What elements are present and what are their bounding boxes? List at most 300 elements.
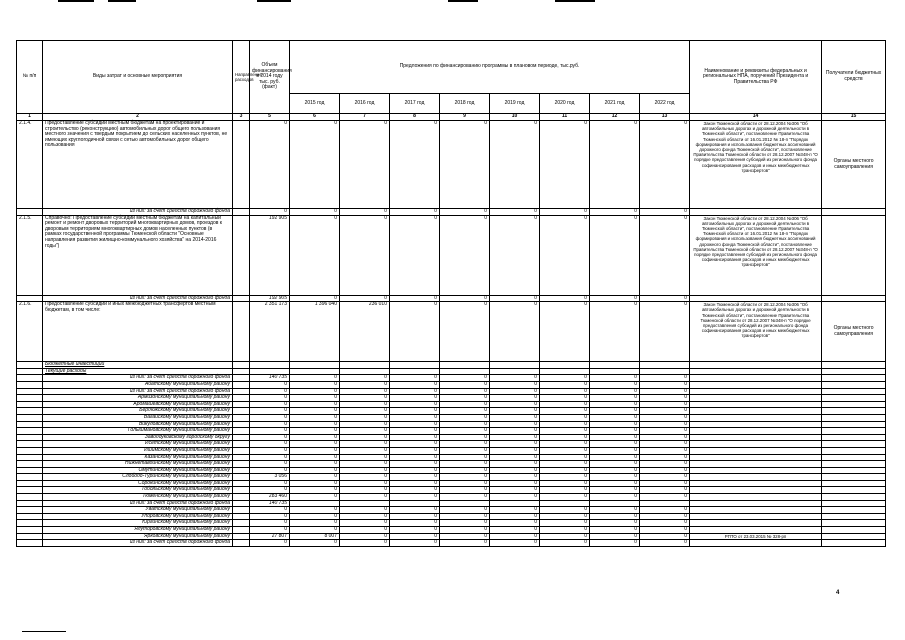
value-cell: 0	[540, 209, 590, 216]
value-cell: 0	[590, 441, 640, 448]
row-number	[17, 520, 43, 527]
value-cell: 0	[640, 401, 690, 408]
row-description: Исетскому муниципальному району	[43, 441, 233, 448]
value-cell: 0	[390, 215, 440, 295]
row-description: Абатскому муниципальному району	[43, 381, 233, 388]
row-direction	[233, 507, 250, 514]
row-direction	[233, 215, 250, 295]
column-number: 10	[490, 114, 540, 121]
row-number	[17, 395, 43, 402]
row-number	[17, 540, 43, 547]
value-cell: 0	[390, 381, 440, 388]
row-recipient	[822, 421, 886, 428]
value-cell: 0	[490, 388, 540, 395]
value-cell: 0	[440, 513, 490, 520]
column-number: 14	[690, 114, 822, 121]
value-cell: 0	[250, 487, 290, 494]
value-cell: 0	[290, 540, 340, 547]
value-cell: 0	[340, 215, 390, 295]
value-cell: 0	[640, 480, 690, 487]
value-cell: 0	[640, 533, 690, 540]
row-legal-acts: Закон Тюменской области от 28.12.2004 №306 "Об автомобильных дорогах и дорожной деятельности в Тюменской области", постановление Правительства Тюменской области от 16.01.2012 № 18-п "Порядок формирования и использования бюджетных ассигнований дорожного фонда Тюменской области", постановление Правительства Тюменской области от 28.12.2007 №348-п "О порядке предоставления субсидий из регионального фонда софинансирования расходов и иных межбюджетных трансфертов"	[690, 121, 822, 209]
value-cell	[590, 500, 640, 507]
value-cell: 0	[340, 441, 390, 448]
value-cell: 0	[290, 447, 340, 454]
row-direction	[233, 474, 250, 481]
row-description: из них: за счет средств дорожного фонда	[43, 209, 233, 216]
row-direction	[233, 209, 250, 216]
row-recipient	[822, 434, 886, 441]
row-legal-acts	[690, 441, 822, 448]
value-cell: 0	[390, 474, 440, 481]
value-cell: 0	[340, 434, 390, 441]
row-description: Тюменскому муниципальному району	[43, 494, 233, 501]
value-cell: 0	[490, 480, 540, 487]
row-number	[17, 527, 43, 534]
value-cell: 0	[440, 302, 490, 362]
value-cell: 0	[440, 395, 490, 402]
row-legal-acts	[690, 507, 822, 514]
value-cell: 0	[440, 507, 490, 514]
row-description: Омутинскому муниципальному району	[43, 467, 233, 474]
row-description: Упоровскому муниципальному району	[43, 513, 233, 520]
value-cell: 0	[250, 388, 290, 395]
value-cell	[490, 368, 540, 375]
header-acts: Наименование и реквизиты федеральных и региональных НПА, поручений Президента и Правительства РФ	[690, 41, 822, 114]
value-cell: 0	[290, 408, 340, 415]
row-description: Ярковскому муниципальному району	[43, 533, 233, 540]
row-description: Сорокинскому муниципальному району	[43, 480, 233, 487]
table-row	[17, 362, 886, 369]
row-recipient	[822, 368, 886, 375]
column-number: 11	[540, 114, 590, 121]
value-cell	[590, 362, 640, 369]
row-recipient	[822, 527, 886, 534]
value-cell: 0	[340, 494, 390, 501]
value-cell: 0	[640, 121, 690, 209]
value-cell: 0	[390, 480, 440, 487]
value-cell: 0	[590, 408, 640, 415]
value-cell: 0	[590, 209, 640, 216]
value-cell: 0	[340, 487, 390, 494]
value-cell: 0	[640, 414, 690, 421]
row-number	[17, 533, 43, 540]
row-recipient: Органы местного самоуправления	[822, 302, 886, 362]
value-cell: 0	[390, 520, 440, 527]
value-cell: 0	[540, 395, 590, 402]
value-cell	[390, 362, 440, 369]
value-cell: 0	[340, 375, 390, 382]
row-recipient	[822, 480, 886, 487]
row-legal-acts: Закон Тюменской области от 28.12.2004 №306 "Об автомобильных дорогах и дорожной деятельности в Тюменской области", постановление Правительства Тюменской области от 28.12.2007 №348-п "О порядке предоставления субсидий из регионального фонда софинансирования расходов и иных межбюджетных трансфертов"	[690, 302, 822, 362]
value-cell	[290, 362, 340, 369]
row-number	[17, 381, 43, 388]
row-legal-acts	[690, 381, 822, 388]
row-legal-acts	[690, 520, 822, 527]
value-cell: 0	[640, 215, 690, 295]
value-cell: 0	[390, 428, 440, 435]
row-description: Слободо-Туринскому муниципальному району	[43, 474, 233, 481]
value-cell: 0	[290, 454, 340, 461]
value-cell: 0	[340, 421, 390, 428]
row-number	[17, 362, 43, 369]
value-cell: 0	[640, 302, 690, 362]
row-legal-acts	[690, 414, 822, 421]
value-cell: 0	[250, 401, 290, 408]
value-cell: 283 460	[250, 494, 290, 501]
value-cell: 0	[390, 121, 440, 209]
row-description: Бердюжскому муниципальному району	[43, 408, 233, 415]
value-cell: 0	[590, 434, 640, 441]
value-cell: 0	[250, 454, 290, 461]
value-cell: 0	[290, 421, 340, 428]
row-number	[17, 461, 43, 468]
value-cell: 0	[540, 461, 590, 468]
column-number: 3	[233, 114, 250, 121]
row-description: Бюджетные инвестиции	[43, 362, 233, 369]
value-cell: 0	[590, 121, 640, 209]
row-direction	[233, 434, 250, 441]
value-cell: 0	[250, 381, 290, 388]
value-cell: 0	[540, 507, 590, 514]
value-cell: 0	[490, 533, 540, 540]
row-recipient	[822, 513, 886, 520]
value-cell: 0	[390, 375, 440, 382]
value-cell: 0	[540, 540, 590, 547]
value-cell: 0	[540, 414, 590, 421]
row-legal-acts	[690, 513, 822, 520]
value-cell: 0	[440, 461, 490, 468]
value-cell	[440, 500, 490, 507]
value-cell: 0	[540, 454, 590, 461]
row-recipient	[822, 441, 886, 448]
value-cell: 0	[490, 121, 540, 209]
value-cell: 0	[290, 428, 340, 435]
value-cell: 0	[440, 480, 490, 487]
value-cell: 0	[340, 428, 390, 435]
value-cell: 0	[250, 209, 290, 216]
value-cell: 0	[250, 513, 290, 520]
value-cell: 0	[290, 381, 340, 388]
row-direction	[233, 401, 250, 408]
value-cell: 0	[640, 381, 690, 388]
header-year: 2021 год	[590, 94, 640, 114]
value-cell: 0	[590, 480, 640, 487]
value-cell: 0	[340, 527, 390, 534]
row-recipient	[822, 533, 886, 540]
row-description: Заводоуковскому городскому округу	[43, 434, 233, 441]
value-cell: 0	[440, 454, 490, 461]
value-cell: 0	[590, 533, 640, 540]
row-description: Нижнетавдинскому муниципальному району	[43, 461, 233, 468]
row-legal-acts	[690, 527, 822, 534]
value-cell: 0	[250, 441, 290, 448]
header-recipients: Получатели бюджетных средств	[822, 41, 886, 114]
page-number: 4	[836, 590, 840, 596]
row-description: из них: за счет средств дорожного фонда	[43, 375, 233, 382]
table-row	[17, 540, 886, 547]
row-number	[17, 487, 43, 494]
row-description: из них: за счет средств дорожного фонда	[43, 388, 233, 395]
row-legal-acts	[690, 461, 822, 468]
row-number	[17, 428, 43, 435]
row-direction	[233, 368, 250, 375]
value-cell: 0	[540, 421, 590, 428]
row-number	[17, 368, 43, 375]
row-recipient	[822, 414, 886, 421]
value-cell: 0	[390, 487, 440, 494]
value-cell: 0	[340, 540, 390, 547]
row-recipient	[822, 408, 886, 415]
value-cell: 0	[340, 408, 390, 415]
value-cell: 0	[390, 401, 440, 408]
row-legal-acts	[690, 474, 822, 481]
row-number	[17, 474, 43, 481]
value-cell: 0	[590, 401, 640, 408]
row-direction	[233, 513, 250, 520]
row-legal-acts	[690, 395, 822, 402]
row-recipient	[822, 520, 886, 527]
value-cell: 0	[590, 295, 640, 302]
value-cell: 0	[640, 513, 690, 520]
row-number	[17, 513, 43, 520]
row-direction	[233, 414, 250, 421]
value-cell: 0	[440, 401, 490, 408]
value-cell	[540, 368, 590, 375]
value-cell: 0	[590, 375, 640, 382]
row-legal-acts	[690, 375, 822, 382]
column-number: 6	[290, 114, 340, 121]
value-cell: 0	[540, 215, 590, 295]
value-cell: 0	[440, 209, 490, 216]
value-cell: 8 007	[290, 533, 340, 540]
row-description: Предоставление субсидий и иных межбюджетных трансфертов местным бюджетам, в том числе:	[43, 302, 233, 362]
row-recipient	[822, 507, 886, 514]
value-cell: 0	[390, 447, 440, 454]
row-number	[17, 414, 43, 421]
row-legal-acts: РПТО от 23.03.2015 № 328-рп	[690, 533, 822, 540]
row-legal-acts	[690, 209, 822, 216]
value-cell: 0	[440, 388, 490, 395]
value-cell: 0	[490, 434, 540, 441]
column-number: 13	[640, 114, 690, 121]
row-recipient	[822, 362, 886, 369]
value-cell: 0	[440, 533, 490, 540]
row-legal-acts	[690, 401, 822, 408]
row-direction	[233, 527, 250, 534]
value-cell: 0	[440, 381, 490, 388]
header-year: 2016 год	[340, 94, 390, 114]
row-legal-acts	[690, 480, 822, 487]
row-number: 2.1.5.	[17, 215, 43, 295]
header-volume: Объем финансирования в 2014 году тыс. руб. (факт)	[250, 41, 290, 114]
value-cell: 0	[340, 474, 390, 481]
row-direction	[233, 533, 250, 540]
value-cell: 0	[390, 421, 440, 428]
value-cell: 0	[290, 434, 340, 441]
column-number: 1	[17, 114, 43, 121]
value-cell: 0	[340, 381, 390, 388]
value-cell: 0	[590, 540, 640, 547]
value-cell	[440, 368, 490, 375]
value-cell: 0	[590, 447, 640, 454]
value-cell: 0	[590, 527, 640, 534]
value-cell: 0	[490, 295, 540, 302]
row-number: 2.1.6.	[17, 302, 43, 362]
value-cell: 0	[490, 520, 540, 527]
row-recipient	[822, 474, 886, 481]
row-direction	[233, 408, 250, 415]
row-direction	[233, 441, 250, 448]
value-cell: 0	[390, 494, 440, 501]
row-direction	[233, 362, 250, 369]
value-cell: 0	[640, 428, 690, 435]
value-cell: 0	[250, 540, 290, 547]
value-cell	[590, 368, 640, 375]
row-direction	[233, 421, 250, 428]
header-proposals: Предложения по финансированию программы в плановом периоде, тыс.руб.	[290, 41, 690, 94]
value-cell: 0	[390, 414, 440, 421]
value-cell: 0	[640, 527, 690, 534]
value-cell: 0	[290, 494, 340, 501]
row-recipient	[822, 454, 886, 461]
value-cell: 2 351 173	[250, 302, 290, 362]
value-cell: 0	[490, 467, 540, 474]
row-recipient	[822, 447, 886, 454]
value-cell: 0	[440, 441, 490, 448]
value-cell: 0	[250, 527, 290, 534]
value-cell: 0	[250, 421, 290, 428]
row-number	[17, 480, 43, 487]
header-year: 2022 год	[640, 94, 690, 114]
row-number	[17, 408, 43, 415]
row-direction	[233, 375, 250, 382]
column-number: 8	[390, 114, 440, 121]
value-cell: 0	[290, 461, 340, 468]
row-direction	[233, 447, 250, 454]
column-number: 15	[822, 114, 886, 121]
row-number: 2.1.4.	[17, 121, 43, 209]
row-legal-acts	[690, 388, 822, 395]
value-cell	[340, 362, 390, 369]
row-number	[17, 401, 43, 408]
row-direction	[233, 428, 250, 435]
value-cell: 0	[540, 467, 590, 474]
value-cell: 0	[390, 395, 440, 402]
row-number	[17, 467, 43, 474]
value-cell: 0	[440, 421, 490, 428]
value-cell: 0	[340, 414, 390, 421]
value-cell: 0	[640, 421, 690, 428]
value-cell: 0	[490, 513, 540, 520]
column-number: 5	[250, 114, 290, 121]
value-cell: 0	[340, 447, 390, 454]
value-cell: 0	[590, 507, 640, 514]
value-cell: 0	[640, 447, 690, 454]
row-description: Тобольскому муниципальному району	[43, 487, 233, 494]
table-row	[17, 447, 886, 454]
row-direction	[233, 467, 250, 474]
value-cell: 0	[640, 434, 690, 441]
value-cell: 0	[590, 395, 640, 402]
value-cell: 0	[440, 434, 490, 441]
value-cell: 0	[440, 428, 490, 435]
value-cell	[290, 368, 340, 375]
value-cell: 0	[490, 209, 540, 216]
value-cell: 0	[440, 520, 490, 527]
value-cell: 0	[540, 441, 590, 448]
value-cell: 0	[490, 375, 540, 382]
row-description: Ялуторовскому муниципальному району	[43, 527, 233, 534]
row-recipient	[822, 381, 886, 388]
value-cell: 0	[390, 454, 440, 461]
value-cell: 0	[490, 474, 540, 481]
row-number	[17, 447, 43, 454]
value-cell: 0	[640, 375, 690, 382]
value-cell: 0	[490, 414, 540, 421]
value-cell: 0	[440, 295, 490, 302]
row-number	[17, 454, 43, 461]
value-cell: 0	[250, 395, 290, 402]
row-recipient	[822, 375, 886, 382]
value-cell: 0	[590, 388, 640, 395]
value-cell: 0	[340, 454, 390, 461]
value-cell: 0	[290, 474, 340, 481]
row-number	[17, 494, 43, 501]
value-cell: 0	[640, 209, 690, 216]
value-cell: 0	[290, 513, 340, 520]
value-cell: 0	[540, 295, 590, 302]
row-description: Казанскому муниципальному району	[43, 454, 233, 461]
value-cell: 0	[490, 408, 540, 415]
value-cell: 0	[540, 375, 590, 382]
value-cell: 0	[490, 540, 540, 547]
value-cell: 0	[390, 302, 440, 362]
value-cell: 0	[540, 302, 590, 362]
value-cell: 0	[290, 507, 340, 514]
row-description: Уватскому муниципальному району	[43, 507, 233, 514]
financing-table	[16, 40, 886, 547]
value-cell: 0	[390, 461, 440, 468]
value-cell: 236 010	[340, 302, 390, 362]
header-year: 2017 год	[390, 94, 440, 114]
value-cell: 0	[290, 388, 340, 395]
row-legal-acts	[690, 447, 822, 454]
row-number	[17, 507, 43, 514]
value-cell: 0	[590, 494, 640, 501]
value-cell: 0	[390, 513, 440, 520]
value-cell: 0	[340, 401, 390, 408]
value-cell: 0	[640, 467, 690, 474]
value-cell: 0	[490, 428, 540, 435]
value-cell: 0	[290, 375, 340, 382]
header-year: 2019 год	[490, 94, 540, 114]
value-cell: 0	[490, 302, 540, 362]
value-cell: 0	[390, 533, 440, 540]
row-legal-acts	[690, 368, 822, 375]
row-legal-acts	[690, 540, 822, 547]
row-recipient	[822, 428, 886, 435]
value-cell: 0	[490, 395, 540, 402]
value-cell: 0	[540, 520, 590, 527]
row-legal-acts	[690, 295, 822, 302]
value-cell: 0	[490, 215, 540, 295]
value-cell: 0	[590, 520, 640, 527]
value-cell: 192 905	[250, 215, 290, 295]
value-cell	[640, 368, 690, 375]
value-cell: 0	[540, 527, 590, 534]
row-direction	[233, 388, 250, 395]
